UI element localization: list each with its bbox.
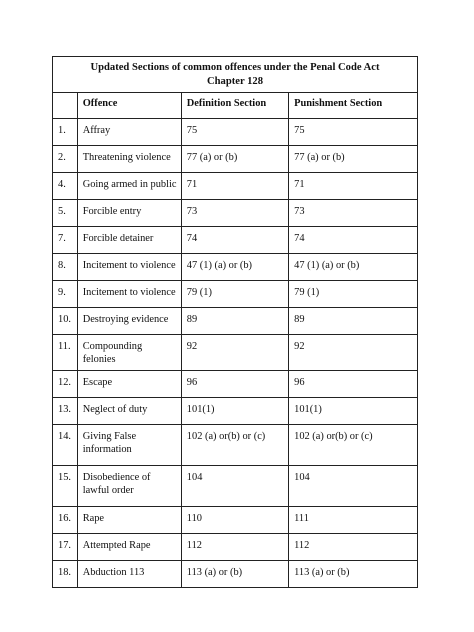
row-number-cell: 10. — [53, 308, 78, 335]
definition-section-cell: 75 — [181, 119, 288, 146]
definition-section-cell: 102 (a) or(b) or (c) — [181, 425, 288, 466]
punishment-section-cell: 89 — [289, 308, 418, 335]
row-number-cell: 11. — [53, 335, 78, 371]
definition-section-cell: 96 — [181, 371, 288, 398]
offence-cell: Escape — [77, 371, 181, 398]
punishment-section-cell: 102 (a) or(b) or (c) — [289, 425, 418, 466]
definition-section-cell: 112 — [181, 534, 288, 561]
header-row — [53, 93, 418, 119]
definition-section-cell: 113 (a) or (b) — [181, 561, 288, 588]
punishment-section-cell: 73 — [289, 200, 418, 227]
definition-section-cell: 71 — [181, 173, 288, 200]
row-number-cell: 12. — [53, 371, 78, 398]
document-page — [52, 56, 418, 588]
header-num — [53, 93, 78, 119]
offence-cell: Going armed in public — [77, 173, 181, 200]
offence-cell: Threatening violence — [77, 146, 181, 173]
offence-cell: Destroying evidence — [77, 308, 181, 335]
row-number-cell: 5. — [53, 200, 78, 227]
table-body — [53, 119, 418, 588]
offence-cell: Forcible detainer — [77, 227, 181, 254]
definition-section-cell: 73 — [181, 200, 288, 227]
offence-cell: Neglect of duty — [77, 398, 181, 425]
punishment-section-cell: 75 — [289, 119, 418, 146]
offence-cell: Incitement to violence — [77, 281, 181, 308]
definition-section-cell: 110 — [181, 507, 288, 534]
offences-table — [52, 56, 418, 588]
table-row — [53, 466, 418, 507]
punishment-section-cell: 111 — [289, 507, 418, 534]
offence-cell: Incitement to violence — [77, 254, 181, 281]
table-row — [53, 371, 418, 398]
definition-section-cell: 104 — [181, 466, 288, 507]
table-row — [53, 425, 418, 466]
table-row — [53, 335, 418, 371]
punishment-section-cell: 92 — [289, 335, 418, 371]
definition-section-cell: 77 (a) or (b) — [181, 146, 288, 173]
definition-section-cell: 79 (1) — [181, 281, 288, 308]
title-row — [53, 57, 418, 93]
table-row — [53, 173, 418, 200]
punishment-section-cell: 74 — [289, 227, 418, 254]
punishment-section-cell: 47 (1) (a) or (b) — [289, 254, 418, 281]
row-number-cell: 8. — [53, 254, 78, 281]
offence-cell: Compounding felonies — [77, 335, 181, 371]
definition-section-cell: 92 — [181, 335, 288, 371]
offence-cell: Abduction 113 — [77, 561, 181, 588]
offence-cell: Forcible entry — [77, 200, 181, 227]
table-row — [53, 308, 418, 335]
punishment-section-cell: 104 — [289, 466, 418, 507]
row-number-cell: 9. — [53, 281, 78, 308]
definition-section-cell: 47 (1) (a) or (b) — [181, 254, 288, 281]
row-number-cell: 14. — [53, 425, 78, 466]
punishment-section-cell: 113 (a) or (b) — [289, 561, 418, 588]
table-row — [53, 200, 418, 227]
row-number-cell: 1. — [53, 119, 78, 146]
punishment-section-cell: 79 (1) — [289, 281, 418, 308]
row-number-cell: 4. — [53, 173, 78, 200]
row-number-cell: 13. — [53, 398, 78, 425]
row-number-cell: 18. — [53, 561, 78, 588]
definition-section-cell: 74 — [181, 227, 288, 254]
table-row — [53, 507, 418, 534]
header-punishment-section: Punishment Section — [289, 93, 418, 119]
table-row — [53, 534, 418, 561]
row-number-cell: 15. — [53, 466, 78, 507]
row-number-cell: 17. — [53, 534, 78, 561]
table-row — [53, 254, 418, 281]
definition-section-cell: 101(1) — [181, 398, 288, 425]
table-title: Updated Sections of common offences under the Penal Code Act Chapter 128 — [53, 57, 418, 93]
header-offence: Offence — [77, 93, 181, 119]
punishment-section-cell: 96 — [289, 371, 418, 398]
offence-cell: Affray — [77, 119, 181, 146]
table-row — [53, 561, 418, 588]
offence-cell: Rape — [77, 507, 181, 534]
offence-cell: Attempted Rape — [77, 534, 181, 561]
punishment-section-cell: 77 (a) or (b) — [289, 146, 418, 173]
table-row — [53, 398, 418, 425]
row-number-cell: 7. — [53, 227, 78, 254]
row-number-cell: 16. — [53, 507, 78, 534]
row-number-cell: 2. — [53, 146, 78, 173]
table-row — [53, 119, 418, 146]
table-row — [53, 281, 418, 308]
punishment-section-cell: 112 — [289, 534, 418, 561]
offence-cell: Giving False information — [77, 425, 181, 466]
table-row — [53, 146, 418, 173]
header-definition-section: Definition Section — [181, 93, 288, 119]
punishment-section-cell: 101(1) — [289, 398, 418, 425]
table-row — [53, 227, 418, 254]
offence-cell: Disobedience of lawful order — [77, 466, 181, 507]
definition-section-cell: 89 — [181, 308, 288, 335]
punishment-section-cell: 71 — [289, 173, 418, 200]
